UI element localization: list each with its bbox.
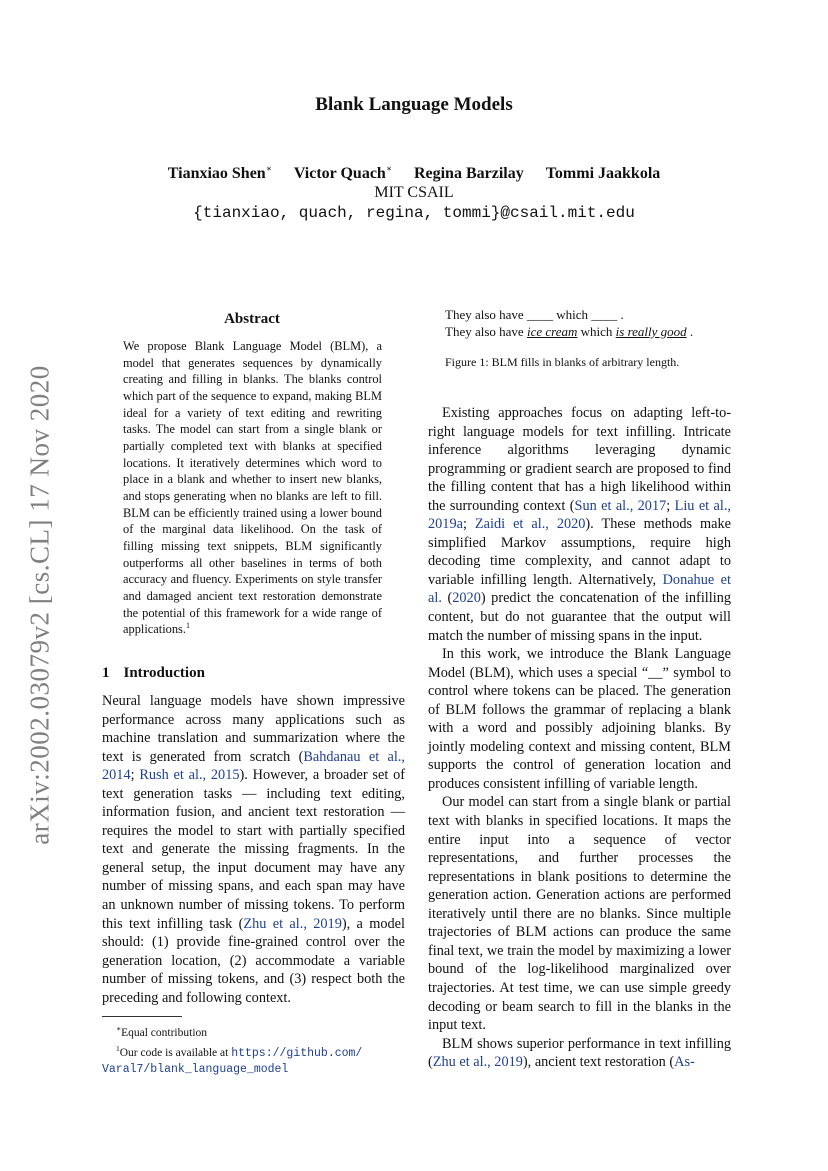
section-number: 1 [102,665,110,681]
footnote-text: Equal contribution [121,1026,208,1039]
paragraph [428,1035,731,1072]
paragraph: Our model can start from a single blank or partial text with blanks in specified locations. It maps the entire input into a sequence of vector representations, and further processes the representations in blank positions to determine the generation action. Generation actions are performed iteratively until there are no blanks. Since multiple trajectories of BLM actions can produce the same final text, we train the model by maximizing a lower bound of the log-likelihood marginalized over trajectories. At test time, we can use simple greedy decoding or beam search to fill in the blanks in the input text. [428,794,731,1034]
citation-link[interactable]: Bahdanau et al., 2014 [102,748,405,784]
paragraph-text: ). However, a broader set of text generation tasks — including text editing, information fusion, and ancient text restoration — requires the model to start with partially specified text and generate the missing fragments. In the general setup, the input document may have any number of missing spans, and each span may have an unknown number of missing tokens. To perform this text infilling task ( [102,767,406,932]
paragraph-text: ) predict the concatenation of the infilling content, but do not guarantee that the output will match the number of missing spans in the input. [428,590,731,644]
paragraph-text: ( [441,590,453,607]
footnote [102,1021,405,1041]
footnote-divider [102,1016,182,1017]
paragraph-text: BLM shows superior performance in text infilling ( [428,1035,731,1071]
author-mark: ∗ [385,164,392,174]
author-name: Tommi Jaakkola [545,165,661,183]
author-mark: ∗ [265,164,272,174]
citation-link[interactable]: Donahue et al. [428,571,731,607]
figure-text: They also have [445,324,527,339]
author [546,165,661,182]
filled-blank: ice cream [526,324,578,339]
filled-blank: is really good [615,324,687,339]
right-column-body [428,404,731,1072]
paragraph-text: ). These methods make simplified Markov assumptions, require high decoding time complexity, and cannot adapt to variable infilling length. Alternatively, [428,516,731,588]
section-heading-introduction [102,665,205,682]
abstract-text: We propose Blank Language Model (BLM), a model that generates sequences by dynamically creating and filling in blanks. The blanks control which part of the sequence to expand, making BLM ideal for a variety of text editing and rewriting tasks. The model can start from a single blank or partially completed text with blanks at specified locations. It iteratively determines which word to place in a blank and whether to insert new blanks, and stops generating when no blanks are left to fill. BLM can be efficiently trained using a lower bound of the marginal data likelihood. On the task of filling missing text snippets, BLM significantly outperforms all other baselines in terms of both accuracy and fluency. Experiments on style transfer and damaged ancient text restoration demonstrate the potential of this framework for a wide range of applications. [123,339,382,637]
citation-link[interactable]: Rush et al., 2015 [139,767,240,784]
paragraph: In this work, we introduce the Blank Language Model (BLM), which uses a special “__” symbol to control where tokens can be placed. The generation of BLM follows the grammar of replacing a blank with a word and possibly adjoining blanks. By jointly modeling context and missing content, BLM supports the control of generation location and produces consistent infilling of variable length. [428,646,731,792]
citation-link[interactable]: Sun et al., 2017 [574,497,667,514]
paragraph-text: Existing approaches focus on adapting left-to-right language models for text infilling. Intricate inference algorithms leveraging dynamic programming or gradient search are proposed to find the filling content that has a high likelihood within the surrounding context ( [428,405,731,514]
figure-example-input: They also have ____ which ____ . [445,307,624,322]
arxiv-identifier-text: arXiv:2002.03079v2 [cs.CL] 17 Nov 2020 [24,365,55,845]
paper-title: Blank Language Models [315,94,513,115]
citation-link[interactable]: Zaidi et al., 2020 [474,516,586,533]
footnote-ref[interactable]: 1 [185,621,190,631]
paragraph-text: ; [130,767,140,784]
footnote-mark: ∗ [116,1024,122,1033]
citation-link[interactable]: As- [674,1054,695,1071]
footnote-continued [102,1062,405,1078]
figure-text: . [686,324,694,339]
code-url-link[interactable]: https://github.com/ [231,1047,363,1061]
introduction-body [102,692,405,1007]
figure-caption: Figure 1: BLM fills in blanks of arbitrary length. [445,355,680,369]
abstract-heading: Abstract [224,311,280,327]
author-emails: {tianxiao, quach, regina, tommi}@csail.mit.edu [193,204,635,222]
paragraph-text: ; [462,516,475,533]
abstract-body [123,338,382,638]
author-name: Regina Barzilay [413,165,524,183]
author-name: Victor Quach [293,165,386,183]
paragraph-text: ; [666,497,675,514]
citation-link[interactable]: Zhu et al., 2019 [243,915,342,932]
footnote-mark: 1 [116,1044,120,1054]
author-name: Tianxiao Shen [167,165,266,183]
author [294,165,392,182]
paragraph-text: ), a model should: (1) provide fine-grained control over the generation location, (2) accommodate a variable number of missing tokens, and (3) respect both the preceding and following context. [102,915,405,1006]
citation-link[interactable]: 2020 [452,590,481,607]
author [414,165,524,182]
code-url-link[interactable]: Varal7/blank_language_model [102,1062,289,1076]
author [168,165,272,182]
paragraph-text: ), ancient text restoration ( [522,1054,675,1071]
affiliation: MIT CSAIL [374,184,454,201]
figure-text: which [577,324,616,339]
arxiv-identifier [4,360,76,850]
paragraph-text: Neural language models have shown impressive performance across many applications such as machine translation and summarization where the text is generated from scratch ( [102,693,405,765]
citation-link[interactable]: Liu et al., 2019a [428,497,731,533]
figure-example-output [445,324,693,340]
citation-link[interactable]: Zhu et al., 2019 [432,1054,523,1071]
paragraph [428,404,731,645]
footnotes [102,1021,405,1077]
section-title: Introduction [123,665,205,681]
footnote [102,1041,405,1061]
paragraph [102,692,405,1007]
author-list [0,164,828,183]
footnote-text: Our code is available at [119,1047,232,1060]
